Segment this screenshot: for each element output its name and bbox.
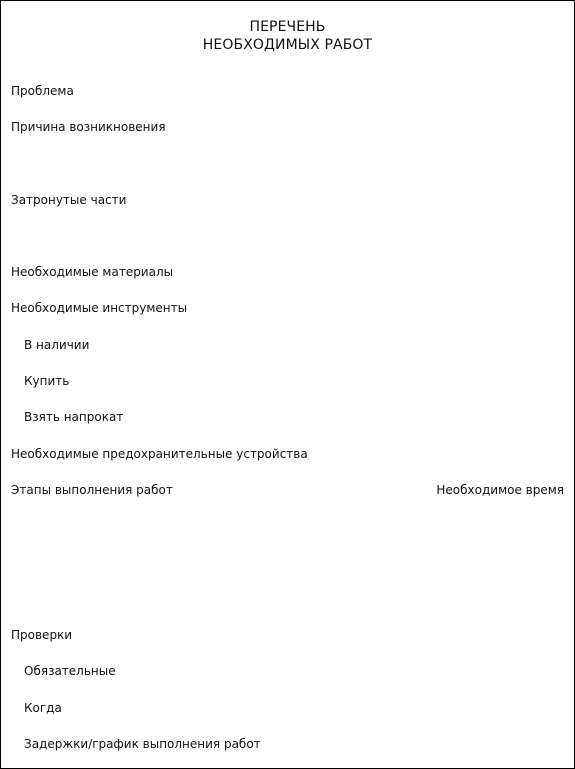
field-tools-label: Необходимые инструменты	[11, 301, 188, 315]
form-title-line-1: ПЕРЕЧЕНЬ	[249, 19, 326, 35]
field-inspections-mandatory-label: Обязательные	[24, 664, 116, 678]
form-title-line-2: НЕОБХОДИМЫХ РАБОТ	[202, 37, 373, 53]
field-required-time-label: Необходимое время	[436, 483, 564, 497]
field-work-stages-label: Этапы выполнения работ	[11, 483, 173, 497]
field-problem-label: Проблема	[11, 84, 74, 98]
field-safety-devices-label: Необходимые предохранительные устройства	[11, 447, 308, 461]
field-affected-parts-label: Затронутые части	[11, 193, 127, 207]
form-title	[1, 18, 574, 54]
field-tools-buy-label: Купить	[24, 374, 70, 388]
field-tools-available-label: В наличии	[24, 338, 90, 352]
field-delays-schedule-label: Задержки/график выполнения работ	[24, 737, 261, 751]
field-inspections-label: Проверки	[11, 628, 73, 642]
field-cause-label: Причина возникновения	[11, 120, 166, 134]
field-inspections-when-label: Когда	[24, 701, 62, 715]
field-materials-label: Необходимые материалы	[11, 265, 174, 279]
field-tools-rent-label: Взять напрокат	[24, 410, 124, 424]
